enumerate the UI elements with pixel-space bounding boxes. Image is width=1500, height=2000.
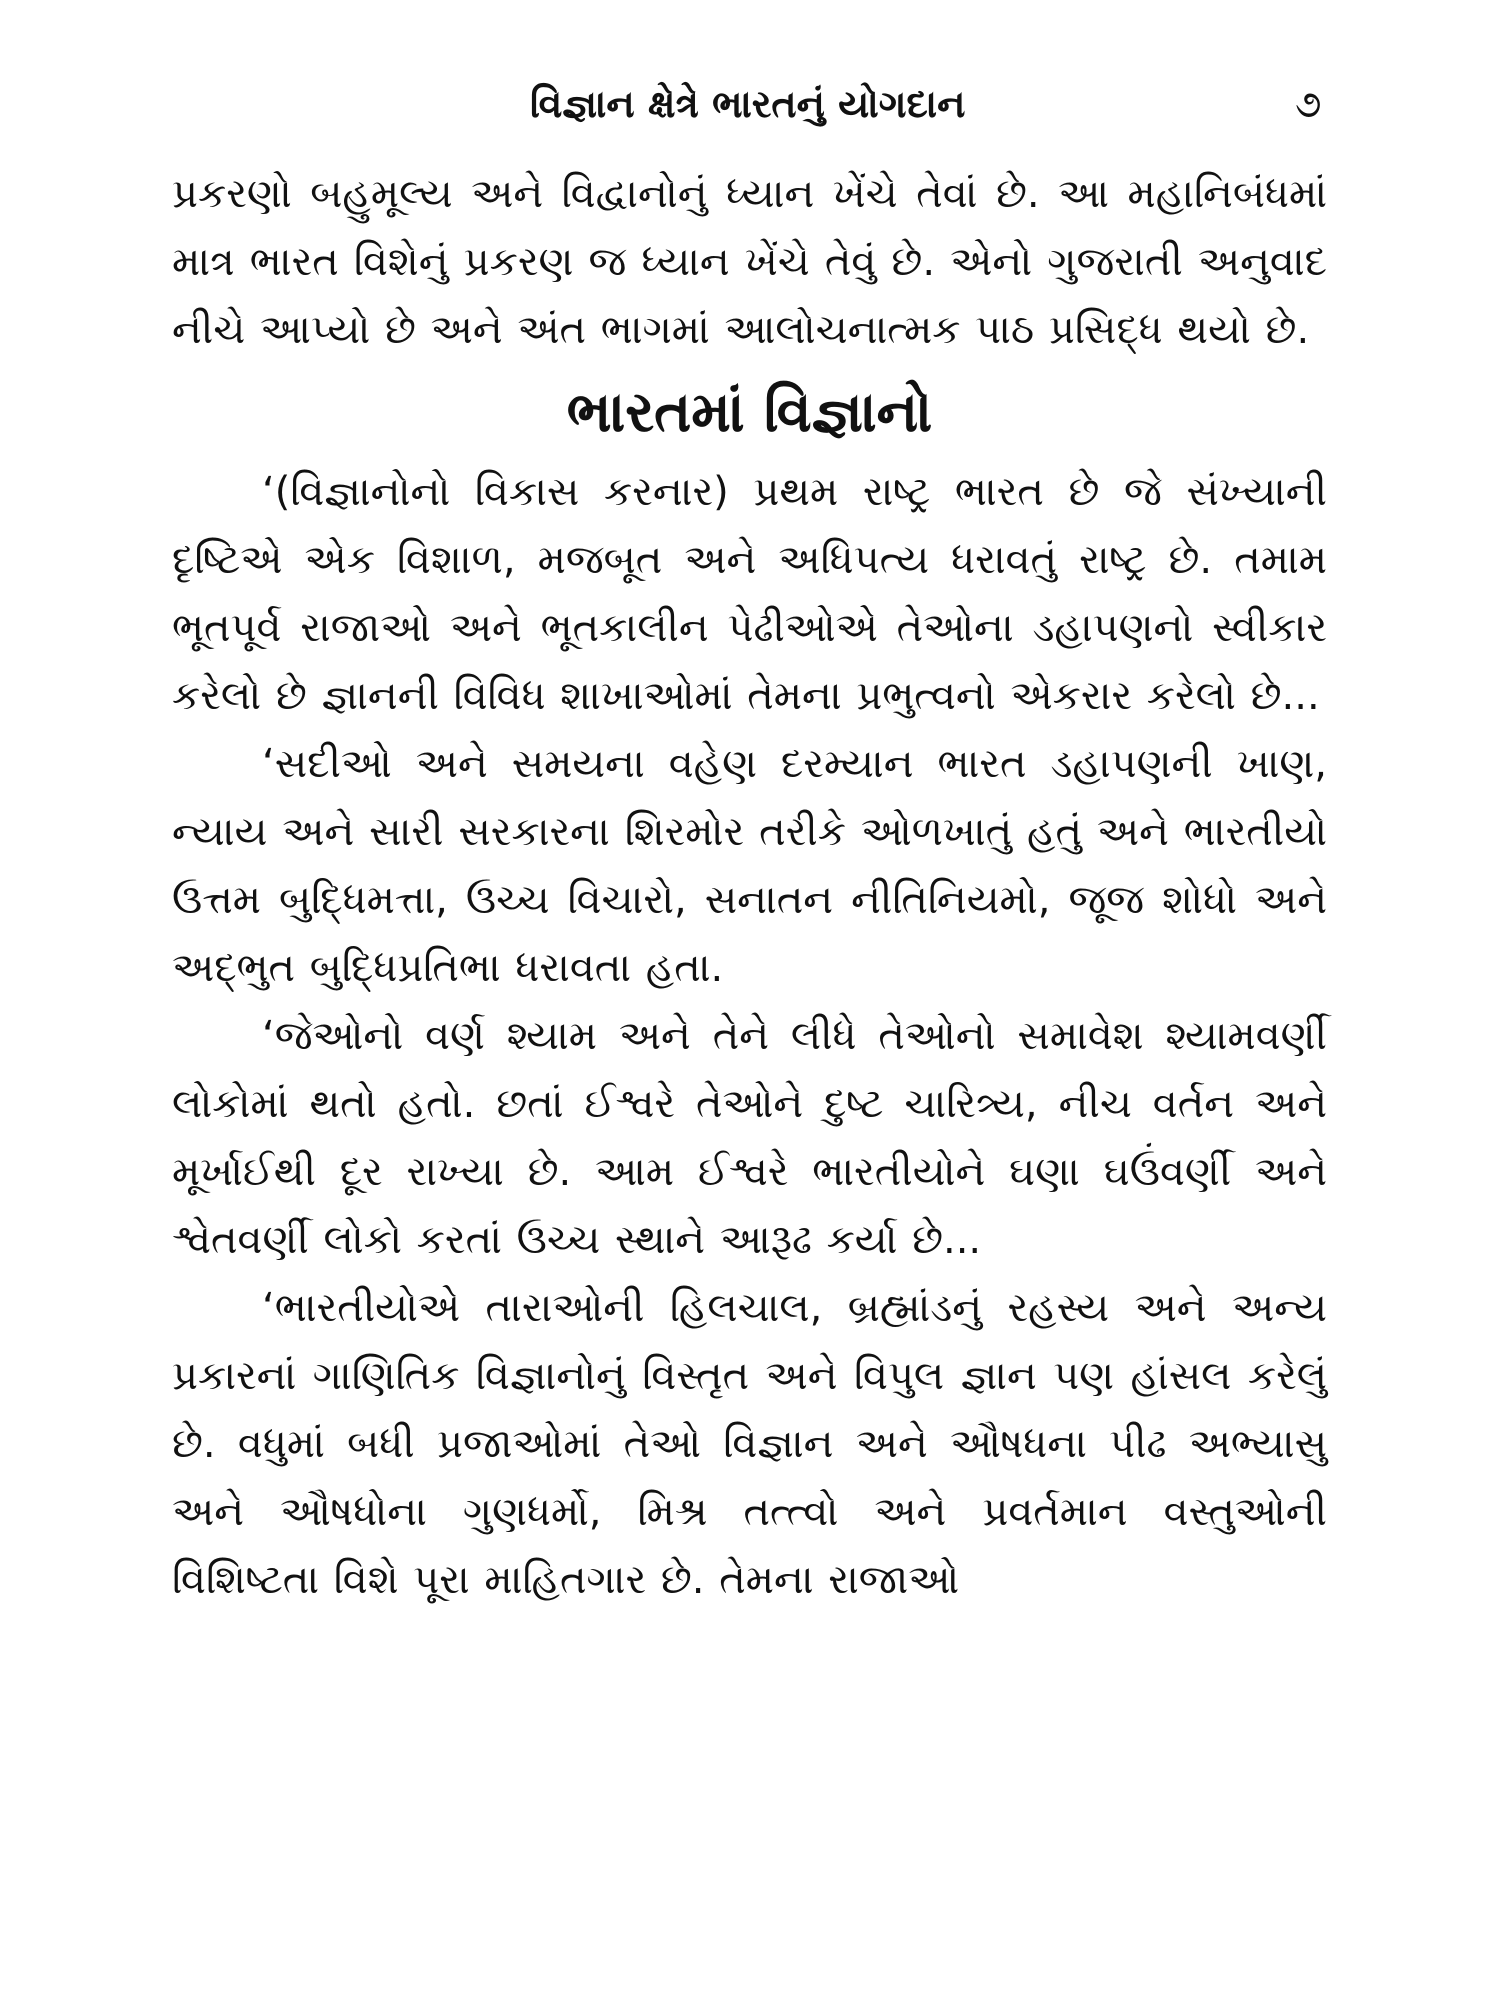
page-number: ૭ (1295, 82, 1322, 126)
paragraph-3: ‘જેઓનો વર્ણ શ્યામ અને તેને લીધે તેઓનો સમાવેશ શ્યામવર્ણી લોકોમાં થતો હતો. છતાં ઈશ્વરે તેઓને દુષ્ટ ચારિત્ર્ય, નીચ વર્તન અને મૂર્ખાઈથી દૂર રાખ્યા છે. આમ ઈશ્વરે ભારતીયોને ઘણા ઘઉંવર્ણી અને શ્વેતવર્ણી લોકો કરતાં ઉચ્ચ સ્થાને આરૂઢ કર્યા છે... (172, 1013, 1327, 1263)
body-text (172, 160, 1327, 1614)
running-header (0, 82, 1500, 142)
paragraph-2: ‘સદીઓ અને સમયના વહેણ દરમ્યાન ભારત ડહાપણની ખાણ, ન્યાય અને સારી સરકારના શિરમોર તરીકે ઓળખાતું હતું અને ભારતીયો ઉત્તમ બુદ્ધિમત્તા, ઉચ્ચ વિચારો, સનાતન નીતિનિયમો, જૂજ શોધો અને અદ્‌ભુત બુદ્ધિપ્રતિભા ધરાવતા હતા. (172, 741, 1327, 991)
intro-paragraph: પ્રકરણો બહુમૂલ્ય અને વિદ્વાનોનું ધ્યાન ખેંચે તેવાં છે. આ મહાનિબંધમાં માત્ર ભારત વિશેનું પ્રકરણ જ ધ્યાન ખેંચે તેવું છે. એનો ગુજરાતી અનુવાદ નીચે આપ્યો છે અને અંત ભાગમાં આલોચનાત્મક પાઠ પ્રસિદ્ધ થયો છે. (172, 171, 1327, 353)
paragraph-1: ‘(વિજ્ઞાનોનો વિકાસ કરનાર) પ્રથમ રાષ્ટ્ર ભારત છે જે સંખ્યાની દૃષ્ટિએ એક વિશાળ, મજબૂત અને અધિપત્ય ધરાવતું રાષ્ટ્ર છે. તમામ ભૂતપૂર્વ રાજાઓ અને ભૂતકાલીન પેઢીઓએ તેઓના ડહાપણનો સ્વીકાર કરેલો છે જ્ઞાનની વિવિધ શાખાઓમાં તેમના પ્રભુત્વનો એકરાર કરેલો છે... (172, 469, 1327, 719)
section-heading: ભારતમાં વિજ્ઞાનો (566, 380, 933, 445)
paragraph-4: ‘ભારતીયોએ તારાઓની હિલચાલ, બ્રહ્માંડનું રહસ્ય અને અન્ય પ્રકારનાં ગાણિતિક વિજ્ઞાનોનું વિસ્તૃત અને વિપુલ જ્ઞાન પણ હાંસલ કરેલું છે. વધુમાં બધી પ્રજાઓમાં તેઓ વિજ્ઞાન અને ઔષધના પીઢ અભ્યાસુ અને ઔષધોના ગુણધર્મો, મિશ્ર તત્ત્વો અને પ્રવર્તમાન વસ્તુઓની વિશિષ્ટતા વિશે પૂરા માહિતગાર છે. તેમના રાજાઓ (172, 1285, 1327, 1603)
running-title: વિજ્ઞાન ક્ષેત્રે ભારતનું યોગદાન (530, 82, 966, 126)
